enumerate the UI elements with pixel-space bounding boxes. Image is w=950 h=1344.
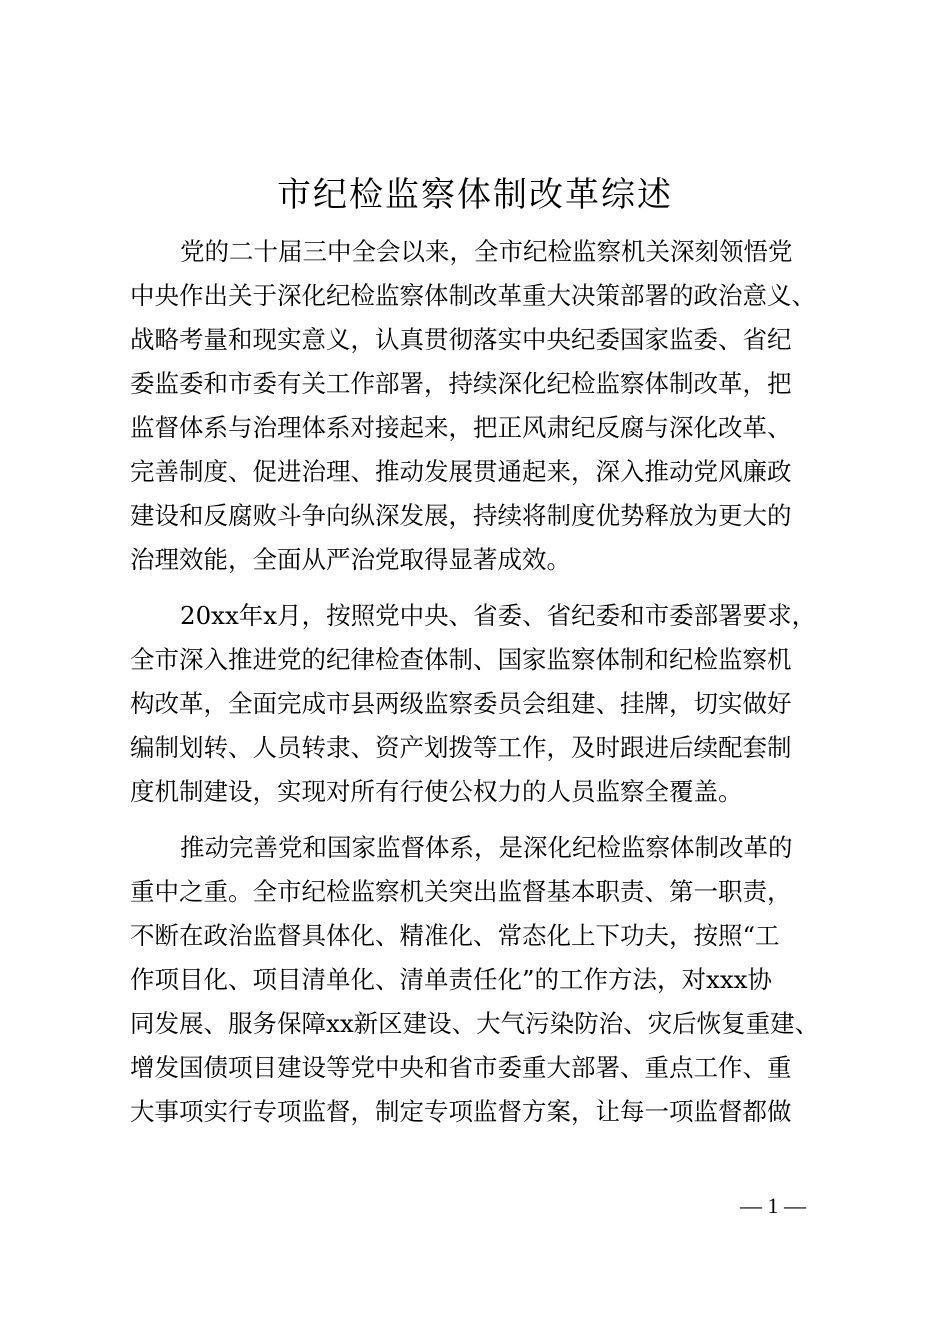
paragraph-1-line-3: 战略考量和现实意义，认真贯彻落实中央纪委国家监委、省纪 (130, 325, 792, 354)
paragraph-3-line-3: 不断在政治监督具体化、精准化、常态化上下功夫，按照“工 (130, 921, 780, 950)
paragraph-1-line-1: 党的二十届三中全会以来，全市纪检监察机关深刻领悟党 (180, 237, 793, 266)
paragraph-2-line-5: 度机制建设，实现对所有行使公权力的人员监察全覆盖。 (130, 777, 743, 806)
paragraph-3-line-6: 增发国债项目建设等党中央和省市委重大部署、重点工作、重 (130, 1053, 792, 1082)
page-number: — 1 — (740, 1193, 806, 1218)
paragraph-1-line-4: 委监委和市委有关工作部署，持续深化纪检监察体制改革，把 (130, 369, 792, 398)
paragraph-1-line-7: 建设和反腐败斗争向纵深发展，持续将制度优势释放为更大的 (130, 501, 792, 530)
paragraph-1-line-2: 中央作出关于深化纪检监察体制改革重大决策部署的政治意义、 (130, 281, 816, 310)
document-title: 市纪检监察体制改革综述 (277, 175, 673, 215)
paragraph-2-line-3: 构改革，全面完成市县两级监察委员会组建、挂牌，切实做好 (130, 689, 792, 718)
paragraph-1-line-8: 治理效能，全面从严治党取得显著成效。 (130, 545, 571, 574)
paragraph-2-line-1: 20xx年x月，按照党中央、省委、省纪委和市委部署要求， (180, 601, 817, 630)
paragraph-2-line-4: 编制划转、人员转隶、资产划拨等工作，及时跟进后续配套制 (130, 733, 792, 762)
paragraph-1-line-6: 完善制度、促进治理、推动发展贯通起来，深入推动党风廉政 (130, 457, 792, 486)
paragraph-1-line-5: 监督体系与治理体系对接起来，把正风肃纪反腐与深化改革、 (130, 413, 792, 442)
paragraph-2-line-2: 全市深入推进党的纪律检查体制、国家监察体制和纪检监察机 (130, 645, 792, 674)
paragraph-3-line-4: 作项目化、项目清单化、清单责任化”的工作方法，对xxx协 (130, 965, 772, 994)
paragraph-3-line-5: 同发展、服务保障xx新区建设、大气污染防治、灾后恢复重建、 (130, 1009, 820, 1038)
paragraph-3-line-2: 重中之重。全市纪检监察机关突出监督基本职责、第一职责， (130, 877, 792, 906)
paragraph-3-line-7: 大事项实行专项监督，制定专项监督方案，让每一项监督都做 (130, 1097, 792, 1126)
paragraph-3-line-1: 推动完善党和国家监督体系，是深化纪检监察体制改革的 (180, 833, 793, 862)
